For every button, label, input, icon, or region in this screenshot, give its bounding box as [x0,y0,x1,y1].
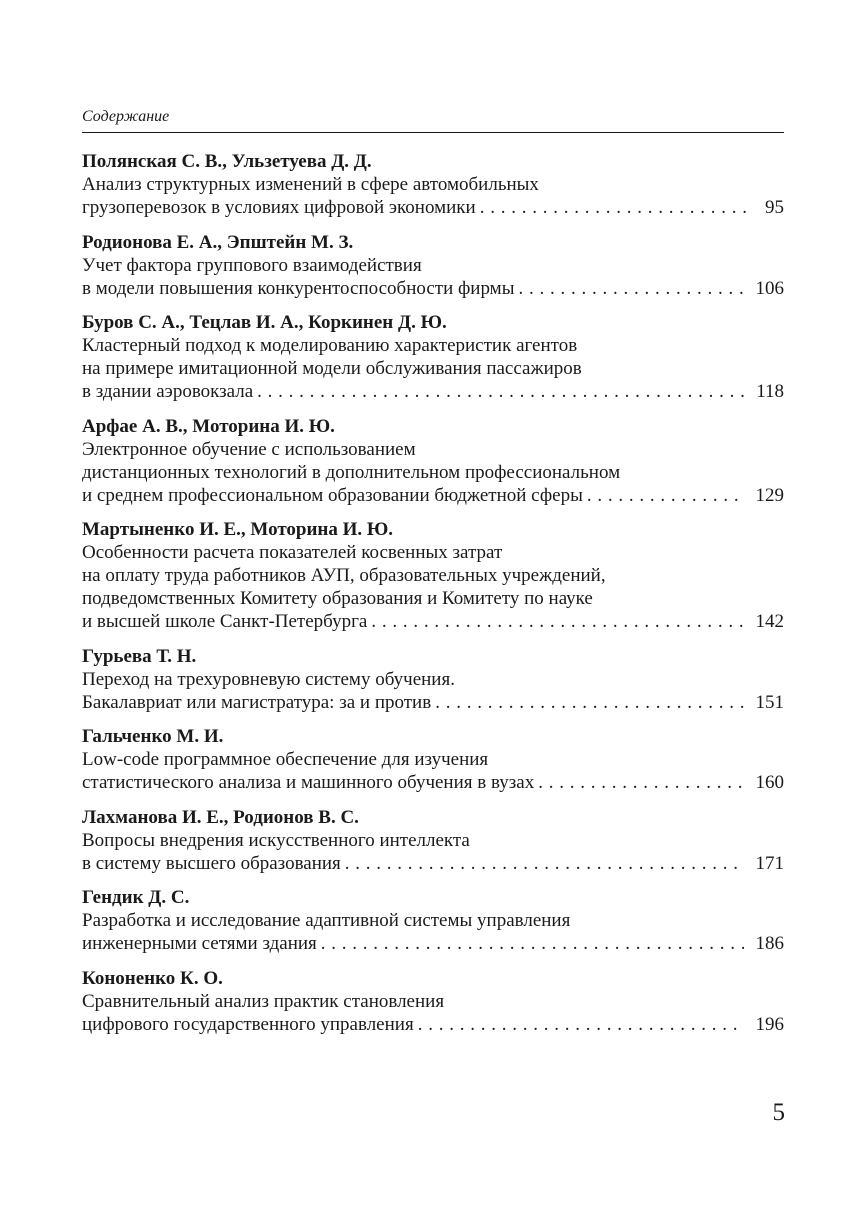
entry-authors: Кононенко К. О. [82,967,223,989]
entry-last-line [82,932,784,955]
entry-authors: Буров С. А., Тецлав И. А., Коркинен Д. Ю. [82,312,447,333]
toc-entry[interactable] [82,150,784,219]
entry-title-line: в здании аэровокзала [82,381,254,402]
dot-leader [587,484,744,507]
entry-last-line [82,691,784,714]
entry-last-line [82,277,784,300]
dot-leader [257,380,744,403]
table-of-contents [82,150,784,1047]
entry-title-line: Учет фактора группового взаимодействия [82,254,422,276]
entry-title-line: подведомственных Комитету образования и Комитету по науке [82,588,593,609]
entry-title-line: на оплату труда работников АУП, образовательных учреждений, [82,565,606,586]
entry-last-line [82,196,784,219]
entry-last-line [82,484,784,507]
running-header-title: Содержание [82,108,170,125]
entry-authors: Полянская С. В., Ульзетуева Д. Д. [82,151,372,172]
entry-title-line: Бакалавриат или магистратура: за и против [82,691,432,713]
entry-authors: Родионова Е. А., Эпштейн М. З. [82,231,354,253]
entry-title-line: инженерными сетями здания [82,933,317,954]
entry-title-line: Переход на трехуровневую систему обучения. [82,668,455,690]
entry-page-number[interactable]: 118 [756,381,784,402]
entry-page-number[interactable]: 186 [755,933,784,954]
dot-leader [480,196,753,219]
entry-title-line: и высшей школе Санкт-Петербурга [82,611,368,632]
entry-page-number[interactable]: 160 [755,772,784,793]
entry-title-line: Разработка и исследование адаптивной системы управления [82,910,571,931]
toc-entry[interactable] [82,518,784,633]
entry-title-line: и среднем профессиональном образовании бюджетной сферы [82,484,583,506]
toc-entry[interactable] [82,415,784,507]
entry-title-line: Особенности расчета показателей косвенных затрат [82,542,503,563]
entry-title-line: Вопросы внедрения искусственного интеллекта [82,829,470,851]
entry-authors: Лахманова И. Е., Родионов В. С. [82,806,359,828]
entry-title-line: на примере имитационной модели обслуживания пассажиров [82,358,582,379]
entry-last-line [82,610,784,633]
toc-entry[interactable] [82,725,784,794]
entry-title-line: Сравнительный анализ практик становления [82,990,445,1012]
entry-title-line: Электронное обучение с использованием [82,438,416,460]
entry-page-number[interactable]: 196 [755,1013,784,1035]
dot-leader [345,852,744,875]
toc-entry[interactable] [82,311,784,403]
page-number-folio: 5 [772,1099,785,1126]
entry-page-number[interactable]: 95 [765,197,784,218]
entry-authors: Арфае А. В., Моторина И. Ю. [82,415,335,437]
entry-title-line: грузоперевозок в условиях цифровой экономики [82,197,476,218]
entry-authors: Гурьева Т. Н. [82,645,197,667]
entry-last-line [82,1013,784,1036]
entry-title-line: цифрового государственного управления [82,1013,414,1035]
entry-title-line: дистанционных технологий в дополнительном профессиональном [82,461,621,483]
entry-last-line [82,771,784,794]
entry-page-number[interactable]: 142 [755,611,784,632]
entry-last-line [82,380,784,403]
toc-entry[interactable] [82,231,784,300]
entry-title-line: в модели повышения конкурентоспособности фирмы [82,277,515,299]
dot-leader [538,771,743,794]
entry-title-line: в систему высшего образования [82,852,341,874]
running-header [82,105,784,133]
entry-authors: Гальченко М. И. [82,726,224,747]
entry-authors: Мартыненко И. Е., Моторина И. Ю. [82,519,394,540]
entry-page-number[interactable]: 151 [755,691,784,713]
entry-last-line [82,852,784,875]
dot-leader [321,932,744,955]
entry-title-line: Low-code программное обеспечение для изучения [82,749,489,770]
entry-title-line: статистического анализа и машинного обучения в вузах [82,772,535,793]
entry-title-line: Кластерный подход к моделированию характеристик агентов [82,335,578,356]
entry-page-number[interactable]: 106 [755,277,784,299]
dot-leader [418,1013,744,1036]
toc-entry[interactable] [82,886,784,955]
dot-leader [371,610,743,633]
entry-authors: Гендик Д. С. [82,887,190,908]
toc-entry[interactable] [82,967,784,1036]
entry-title-line: Анализ структурных изменений в сфере автомобильных [82,174,539,195]
dot-leader [518,277,743,300]
entry-page-number[interactable]: 129 [755,484,784,506]
entry-page-number[interactable]: 171 [755,852,784,874]
toc-entry[interactable] [82,806,784,875]
dot-leader [435,691,743,714]
toc-entry[interactable] [82,645,784,714]
